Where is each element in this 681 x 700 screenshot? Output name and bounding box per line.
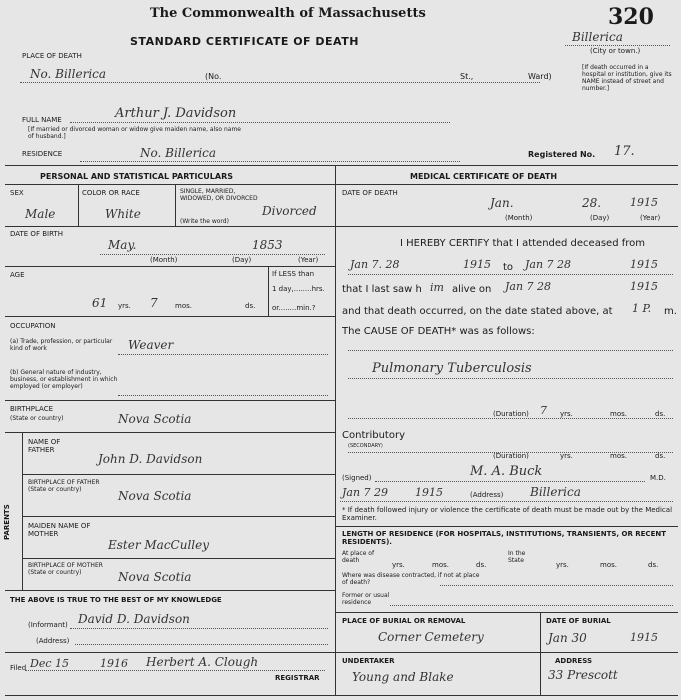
dod-month: Jan. bbox=[490, 196, 514, 210]
rule bbox=[5, 266, 335, 267]
to-label: to bbox=[503, 262, 514, 273]
alive-date: Jan 7 28 bbox=[505, 280, 552, 293]
to-date: Jan 7 28 bbox=[525, 258, 572, 271]
injury-note: * If death followed injury or violence the certificate of death must be made out by the Medical Examiner. bbox=[342, 506, 673, 522]
from-year: 1915 bbox=[463, 258, 491, 271]
rule bbox=[335, 526, 678, 527]
rule bbox=[5, 695, 678, 696]
age-yrs: 61 bbox=[92, 296, 108, 310]
hospital-note: [If death occurred in a hospital or institution, give its NAME instead of street and number.] bbox=[582, 64, 672, 92]
contracted-line bbox=[440, 585, 673, 586]
marital-value: Divorced bbox=[262, 204, 317, 218]
former-label: Former or usual residence bbox=[342, 592, 390, 606]
signed-date-line bbox=[340, 501, 673, 502]
rule bbox=[78, 184, 79, 226]
father-label: NAME OF FATHER bbox=[28, 438, 61, 454]
personal-heading: PERSONAL AND STATISTICAL PARTICULARS bbox=[40, 172, 234, 181]
alive-on-label: alive on bbox=[452, 284, 492, 295]
place-line bbox=[20, 82, 540, 83]
signed-value: M. A. Buck bbox=[470, 464, 543, 479]
place-no-label: (No. bbox=[205, 72, 222, 81]
informant-label: (Informant) bbox=[28, 621, 68, 629]
state-ds: ds. bbox=[648, 561, 659, 569]
rule bbox=[5, 590, 335, 591]
mother-bp-label: BIRTHPLACE OF MOTHER (State or country) bbox=[28, 562, 103, 576]
rule bbox=[335, 226, 678, 227]
place-mos: mos. bbox=[432, 561, 449, 569]
residence-line bbox=[80, 161, 460, 162]
residence-label: RESIDENCE bbox=[22, 150, 63, 158]
age-label: AGE bbox=[10, 271, 25, 279]
informant-address-line bbox=[75, 644, 328, 645]
duration2-ds: ds. bbox=[655, 452, 666, 460]
mother-label: MAIDEN NAME OF MOTHER bbox=[28, 522, 91, 538]
cause-value: Pulmonary Tuberculosis bbox=[372, 361, 532, 376]
rule bbox=[335, 612, 678, 613]
dob-month-label: (Month) bbox=[150, 256, 178, 264]
duration-mos: mos. bbox=[610, 410, 627, 418]
registrar-signature: Herbert A. Clough bbox=[146, 655, 259, 669]
parents-label: PARENTS bbox=[3, 504, 11, 540]
rule bbox=[5, 316, 335, 317]
medical-heading: MEDICAL CERTIFICATE OF DEATH bbox=[410, 172, 558, 181]
filed-label: Filed bbox=[10, 664, 27, 672]
dod-year: 1915 bbox=[630, 196, 658, 209]
in-state-label: In the State bbox=[508, 550, 526, 564]
trade-value: Weaver bbox=[128, 338, 174, 352]
at-place-label: At place of death bbox=[342, 550, 375, 564]
father-bp-label: BIRTHPLACE OF FATHER (State or country) bbox=[28, 479, 100, 493]
time-suffix: m. bbox=[664, 306, 677, 317]
duration2-mos: mos. bbox=[610, 452, 627, 460]
marital-label: SINGLE, MARRIED, WIDOWED, OR DIVORCED bbox=[180, 188, 258, 202]
if-less-label: If LESS than bbox=[272, 270, 315, 278]
med-address-value: Billerica bbox=[530, 485, 581, 499]
address2-label: ADDRESS bbox=[555, 657, 592, 665]
rule bbox=[175, 184, 176, 226]
contributory-label: Contributory bbox=[342, 430, 406, 441]
informant-heading: THE ABOVE IS TRUE TO THE BEST OF MY KNOWLEDGE bbox=[10, 596, 222, 604]
place-of-death-value: No. Billerica bbox=[30, 67, 107, 81]
industry-label: (b) General nature of industry, business, or establishment in which employed (or employer) bbox=[10, 369, 118, 390]
informant-address-label: (Address) bbox=[36, 637, 70, 645]
dod-month-label: (Month) bbox=[505, 214, 533, 222]
dob-year: 1853 bbox=[252, 238, 283, 252]
color-value: White bbox=[105, 207, 141, 221]
duration-ds: ds. bbox=[655, 410, 666, 418]
duration-yrs: yrs. bbox=[560, 410, 573, 418]
dob-month: May. bbox=[108, 238, 137, 252]
mother-value: Ester MacCulley bbox=[108, 538, 210, 552]
dob-label: DATE OF BIRTH bbox=[10, 230, 63, 238]
rule bbox=[22, 432, 23, 590]
certify-text: I HEREBY CERTIFY that I attended deceased from bbox=[400, 238, 645, 249]
signed-year: 1915 bbox=[415, 486, 443, 499]
burial-date-label: DATE OF BURIAL bbox=[546, 617, 611, 625]
sex-value: Male bbox=[25, 207, 56, 221]
dod-year-label: (Year) bbox=[640, 214, 661, 222]
time-value: 1 P. bbox=[632, 302, 652, 315]
trade-label: (a) Trade, profession, or particular kind of work bbox=[10, 338, 113, 352]
place-yrs: yrs. bbox=[392, 561, 405, 569]
birthplace-value: Nova Scotia bbox=[118, 412, 192, 426]
place-ward-label: Ward) bbox=[528, 72, 552, 81]
registrar-label: REGISTRAR bbox=[275, 674, 320, 682]
sex-label: SEX bbox=[10, 189, 24, 197]
dob-line bbox=[100, 254, 325, 255]
cause-line-1 bbox=[348, 350, 673, 351]
birthplace-sub: (State or country) bbox=[10, 415, 64, 422]
burial-label: PLACE OF BURIAL OR REMOVAL bbox=[342, 617, 466, 625]
mos-label: mos. bbox=[175, 302, 192, 310]
cause-label: The CAUSE OF DEATH* was as follows: bbox=[342, 326, 535, 337]
place-ds: ds. bbox=[476, 561, 487, 569]
or-min-label: or........min.? bbox=[272, 304, 316, 312]
rule bbox=[22, 558, 335, 559]
marital-note: (Write the word) bbox=[180, 218, 229, 225]
dod-label: DATE OF DEATH bbox=[342, 189, 398, 197]
state-yrs: yrs. bbox=[556, 561, 569, 569]
father-bp-value: Nova Scotia bbox=[118, 489, 192, 503]
length-residence-label: LENGTH OF RESIDENCE (FOR HOSPITALS, INSTITUTIONS, TRANSIENTS, OR RECENT RESIDENTS). bbox=[342, 530, 666, 546]
contracted-label: Where was disease contracted, if not at place of death? bbox=[342, 572, 480, 586]
occupation-label: OCCUPATION bbox=[10, 322, 56, 330]
dod-day-label: (Day) bbox=[590, 214, 610, 222]
dob-year-label: (Year) bbox=[298, 256, 319, 264]
burial-value: Corner Cemetery bbox=[378, 630, 484, 644]
signed-date: Jan 7 29 bbox=[342, 486, 389, 499]
rule bbox=[5, 652, 335, 653]
dob-day-label: (Day) bbox=[232, 256, 252, 264]
filed-value: Dec 15 bbox=[30, 657, 69, 670]
name-line bbox=[70, 122, 450, 123]
center-divider bbox=[335, 165, 336, 695]
last-saw-value: im bbox=[430, 281, 444, 294]
rule bbox=[540, 612, 541, 695]
ds-label: ds. bbox=[245, 302, 256, 310]
burial-year: 1915 bbox=[630, 631, 658, 644]
duration2-label: (Duration) bbox=[493, 452, 529, 460]
main-top-rule bbox=[5, 165, 678, 166]
md-label: M.D. bbox=[650, 474, 666, 482]
rule bbox=[22, 474, 335, 475]
industry-line bbox=[118, 395, 328, 396]
color-label: COLOR OR RACE bbox=[82, 189, 140, 197]
duration-label: (Duration) bbox=[493, 410, 529, 418]
dod-day: 28. bbox=[582, 196, 602, 210]
informant-value: David D. Davidson bbox=[78, 612, 190, 626]
duration-value: 7 bbox=[540, 404, 547, 417]
rule bbox=[5, 184, 335, 185]
undertaker-value: Young and Blake bbox=[352, 670, 454, 684]
rule bbox=[5, 226, 335, 227]
city-label: (City or town.) bbox=[590, 47, 641, 55]
cause-line-2 bbox=[348, 378, 673, 379]
residence-value: No. Billerica bbox=[140, 146, 217, 160]
registered-value: 17. bbox=[614, 144, 635, 159]
day-hrs-label: 1 day,........hrs. bbox=[272, 285, 325, 293]
rule bbox=[335, 184, 678, 185]
filed-year: 1916 bbox=[100, 657, 128, 670]
full-name-value: Arthur J. Davidson bbox=[115, 106, 237, 121]
age-mos: 7 bbox=[150, 296, 158, 310]
from-date: Jan 7. 28 bbox=[350, 258, 400, 271]
last-saw-label: that I last saw h bbox=[342, 284, 422, 295]
rule bbox=[335, 652, 678, 653]
secondary-label: (SECONDARY) bbox=[348, 443, 383, 449]
place-of-death-label: PLACE OF DEATH bbox=[22, 52, 82, 60]
registered-label: Registered No. bbox=[528, 150, 596, 159]
certificate-title: STANDARD CERTIFICATE OF DEATH bbox=[130, 35, 359, 48]
med-address-label: (Address) bbox=[470, 491, 504, 499]
yrs-label: yrs. bbox=[118, 302, 131, 310]
occurred-text: and that death occurred, on the date stated above, at bbox=[342, 306, 613, 317]
signed-line bbox=[375, 481, 645, 482]
mother-bp-value: Nova Scotia bbox=[118, 570, 192, 584]
burial-date-value: Jan 30 bbox=[548, 631, 587, 645]
filed-line bbox=[25, 670, 325, 671]
commonwealth-title: The Commonwealth of Massachusetts bbox=[150, 6, 426, 21]
city-value: Billerica bbox=[572, 30, 623, 44]
duration-line bbox=[348, 418, 673, 419]
address2-value: 33 Prescott bbox=[548, 668, 618, 682]
duration2-yrs: yrs. bbox=[560, 452, 573, 460]
place-st-label: St., bbox=[460, 72, 474, 81]
birthplace-label: BIRTHPLACE bbox=[10, 405, 54, 413]
state-mos: mos. bbox=[600, 561, 617, 569]
attend-line bbox=[348, 274, 673, 275]
former-line bbox=[390, 605, 673, 606]
certificate-number: 320 bbox=[608, 4, 654, 30]
father-value: John D. Davidson bbox=[98, 452, 203, 466]
rule bbox=[5, 432, 335, 433]
full-name-note: [If married or divorced woman or widow give maiden name, also name of husband.] bbox=[28, 126, 241, 140]
informant-line bbox=[70, 628, 328, 629]
signed-label: (Signed) bbox=[342, 474, 372, 482]
undertaker-label: UNDERTAKER bbox=[342, 657, 395, 665]
trade-line bbox=[118, 354, 328, 355]
alive-year: 1915 bbox=[630, 280, 658, 293]
full-name-label: FULL NAME bbox=[22, 116, 62, 124]
to-year: 1915 bbox=[630, 258, 658, 271]
rule bbox=[5, 400, 335, 401]
rule bbox=[268, 266, 269, 316]
rule bbox=[22, 516, 335, 517]
city-line bbox=[565, 45, 670, 46]
